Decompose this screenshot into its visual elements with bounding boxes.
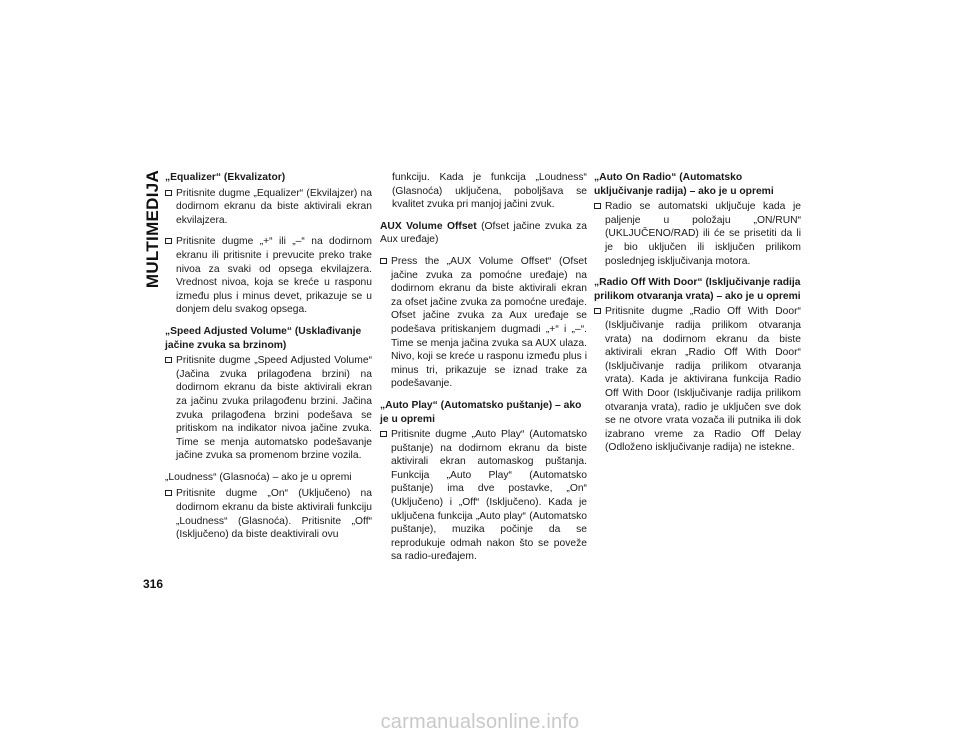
- list-item: [594, 305, 801, 455]
- page-number: 316: [143, 577, 164, 591]
- list-item-text: Pritisnite dugme „Radio Off With Door“ (Isključivanje radija prilikom otvaranja vrata) na dodirnom ekranu da biste aktivirali ekran „Radio Off With Door“ (Isključivanje radija prilikom otvaranja vrata). Kada je aktivirana funkcija Radio Off With Door (Isključivanje radija prilikom otvaranja vrata), radio je uključen sve dok se ne otvore vrata vozača ili putnika ili dok izabrano vreme za Radio Off Delay (Odloženo isključivanje radija) ne istekne.: [605, 306, 801, 454]
- heading-radio-off-with-door: „Radio Off With Door“ (Isključivanje radija prilikom otvaranja vrata) – ako je u opremi: [594, 277, 801, 302]
- column-2: [380, 171, 587, 572]
- section-tab-label: MULTIMEDIJA: [143, 169, 163, 289]
- list-item: [165, 187, 372, 228]
- list-item: [594, 200, 801, 268]
- list-item-text: Pritisnite dugme „On“ (Uključeno) na dodirnom ekranu da biste aktivirali funkciju „Loudness“ (Glasnoća). Pritisnite „Off“ (Isključeno) da biste deaktivirali ovu: [176, 488, 372, 541]
- square-bullet-icon: [165, 190, 172, 196]
- list-item: [165, 235, 372, 317]
- section-tab: [143, 170, 163, 288]
- aux-volume-offset-label: AUX Volume Offset: [380, 220, 477, 232]
- aux-volume-offset-description: (Ofset jačine zvuka za Aux uređaje): [380, 220, 588, 246]
- square-bullet-icon: [165, 357, 172, 363]
- heading-auto-play: „Auto Play“ (Automatsko puštanje) – ako je u opremi: [380, 399, 582, 425]
- list-item-text: Pritisnite dugme „Equalizer“ (Ekvilajzer) na dodirnom ekranu da biste aktivirali ekran ekvilajzera.: [176, 187, 372, 226]
- paragraph-aux-volume-offset: [380, 220, 587, 247]
- list-item-text: Pritisnite dugme „+“ ili „–“ na dodirnom ekranu ili pritisnite i prevucite preko trake nivoa za svaki od opsega ekvilajzera. Vrednost nivoa, koja se kreće u rasponu između plus i minus devet, prikazuje se u donjem delu svakog opsega.: [176, 236, 372, 316]
- list-item: [165, 487, 372, 541]
- watermark: carmanualsonline.info: [380, 711, 580, 733]
- list-item: [380, 255, 587, 391]
- list-item-text: Radio se automatski uključuje kada je paljenje u položaju „ON/RUN“ (UKLJUČENO/RAD) ili će se prisetiti da li je bio uključen ili isključen prilikom poslednjeg isključivanja motora.: [605, 201, 801, 267]
- list-item-text: Pritisnite dugme „Auto Play“ (Automatsko puštanje) na dodirnom ekranu da biste aktivirali ekran automaskog puštanja. Funkcija „Auto Play“ (Automatsko puštanje) ima dve postavke, „On“ (Uključeno) i „Off“ (Isključeno). Kada je uključena funkcija „Auto play“ (Automatsko puštanje), muzika počinje da se reprodukuje odmah nakon što se poveže sa radio-uređajem.: [391, 429, 587, 563]
- list-item-text: Pritisnite dugme „Speed Adjusted Volume“ (Jačina zvuka prilagođena brzini) na dodirnom ekranu da biste aktivirali ekran za jačinu zvuka prilagođenu brzini. Jačina zvuka prilagođena brzini podešava se pritiskom na indikator nivoa jačine zvuka. Time se menja automatsko podešavanje jačine zvuka sa promenom brzine vozila.: [176, 355, 372, 462]
- list-item: [165, 354, 372, 463]
- square-bullet-icon: [380, 258, 387, 264]
- list-item: [380, 428, 587, 564]
- heading-auto-on-radio: „Auto On Radio“ (Automatsko uključivanje radija) – ako je u opremi: [594, 172, 774, 197]
- square-bullet-icon: [594, 308, 601, 314]
- square-bullet-icon: [165, 490, 172, 496]
- column-1: [165, 171, 372, 550]
- square-bullet-icon: [380, 431, 387, 437]
- heading-speed-adjusted-volume: „Speed Adjusted Volume“ (Usklađivanje jačine zvuka sa brzinom): [165, 325, 362, 351]
- square-bullet-icon: [165, 238, 172, 244]
- square-bullet-icon: [594, 203, 601, 209]
- heading-equalizer: „Equalizer“ (Ekvalizator): [165, 172, 286, 183]
- column-3: [594, 171, 801, 463]
- continued-text: funkciju. Kada je funkcija „Loudness“ (Glasnoća) uključena, poboljšava se kvalitet zvuka pri manjoj jačini zvuk.: [392, 172, 587, 211]
- list-item-text: Press the „AUX Volume Offset“ (Ofset jačine zvuka za pomoćne uređaje) na dodirnom ekranu da biste aktivirali ekran za ofset jačine zvuka za pomoćne uređaje. Ofset jačine zvuka za Aux uređaje se podešava pritiskanjem dugmadi „+“ i „–“. Time se menja jačina zvuka sa AUX ulaza. Nivo, koji se kreće u rasponu između plus i minus tri, prikazuje se iznad trake za podešavanje.: [391, 255, 587, 390]
- paragraph-loudness: „Loudness“ (Glasnoća) – ako je u opremi: [165, 471, 352, 483]
